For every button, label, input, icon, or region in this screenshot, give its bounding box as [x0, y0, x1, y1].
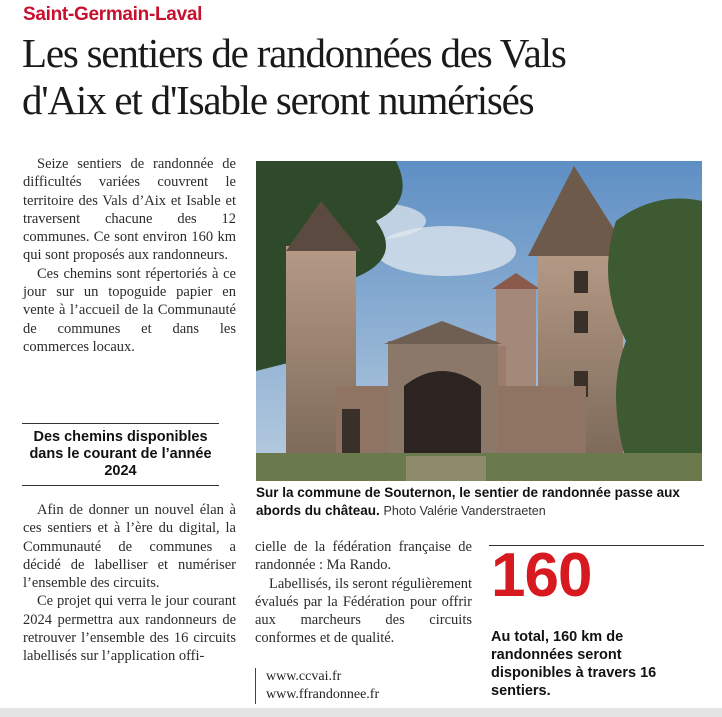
page-bottom-edge	[0, 708, 722, 717]
headline-line-1: Les sentiers de randonnées des Vals	[22, 30, 566, 76]
link-ccvai[interactable]: www.ccvai.fr	[266, 669, 342, 684]
caption-text: Sur la commune de Souternon, le sentier de randonnée passe aux abords du château.	[256, 485, 680, 518]
headline-line-2: d'Aix et d'Isable seront numérisés	[22, 77, 534, 123]
article-headline	[22, 30, 712, 124]
paragraph: cielle de la fédération française de randonnée : Ma Rando.	[255, 539, 472, 574]
links-list	[255, 668, 379, 704]
paragraph: Ce projet qui verra le jour courant 2024 permettra aux randonneurs de retrouver l’ensemble des 16 circuits labellisés sur l’application offi-	[23, 593, 236, 665]
body-column-1-bottom	[23, 501, 236, 666]
stat-description: Au total, 160 km de randonnées seront disponibles à travers 16 sentiers.	[491, 629, 657, 699]
article-photo	[256, 161, 702, 481]
photo-caption	[256, 484, 708, 520]
paragraph: Labellisés, ils seront régulièrement évalués par la Fédération pour offrir aux marcheurs des circuits conformes et de qualité.	[255, 575, 472, 647]
chateau-illustration	[256, 161, 702, 481]
paragraph: Afin de donner un nouvel élan à ces sentiers et à l’ère du digital, la Communauté de communes a décidé de labelliser et numériser l’ensemble des circuits.	[23, 502, 236, 592]
body-column-1-top	[23, 155, 236, 356]
body-column-2	[255, 538, 472, 648]
paragraph: Ces chemins sont répertoriés à ce jour sur un topoguide papier en vente à l’accueil de la Communauté de communes et dans les commerces locaux.	[23, 265, 236, 355]
paragraph: Seize sentiers de randonnée de difficultés variées couvrent le territoire des Vals d’Aix et Isable et traversent chacune des 12 communes. Ce sont environ 160 km qui sont proposés aux randonneurs.	[23, 156, 236, 264]
subheading: Des chemins disponibles dans le courant de l’année 2024	[22, 423, 219, 486]
link-ffrandonnee[interactable]: www.ffrandonnee.fr	[266, 687, 380, 702]
photo-credit: Photo Valérie Vanderstraeten	[383, 504, 546, 518]
stat-number: 160	[491, 541, 592, 610]
section-kicker: Saint-Germain-Laval	[23, 4, 203, 25]
